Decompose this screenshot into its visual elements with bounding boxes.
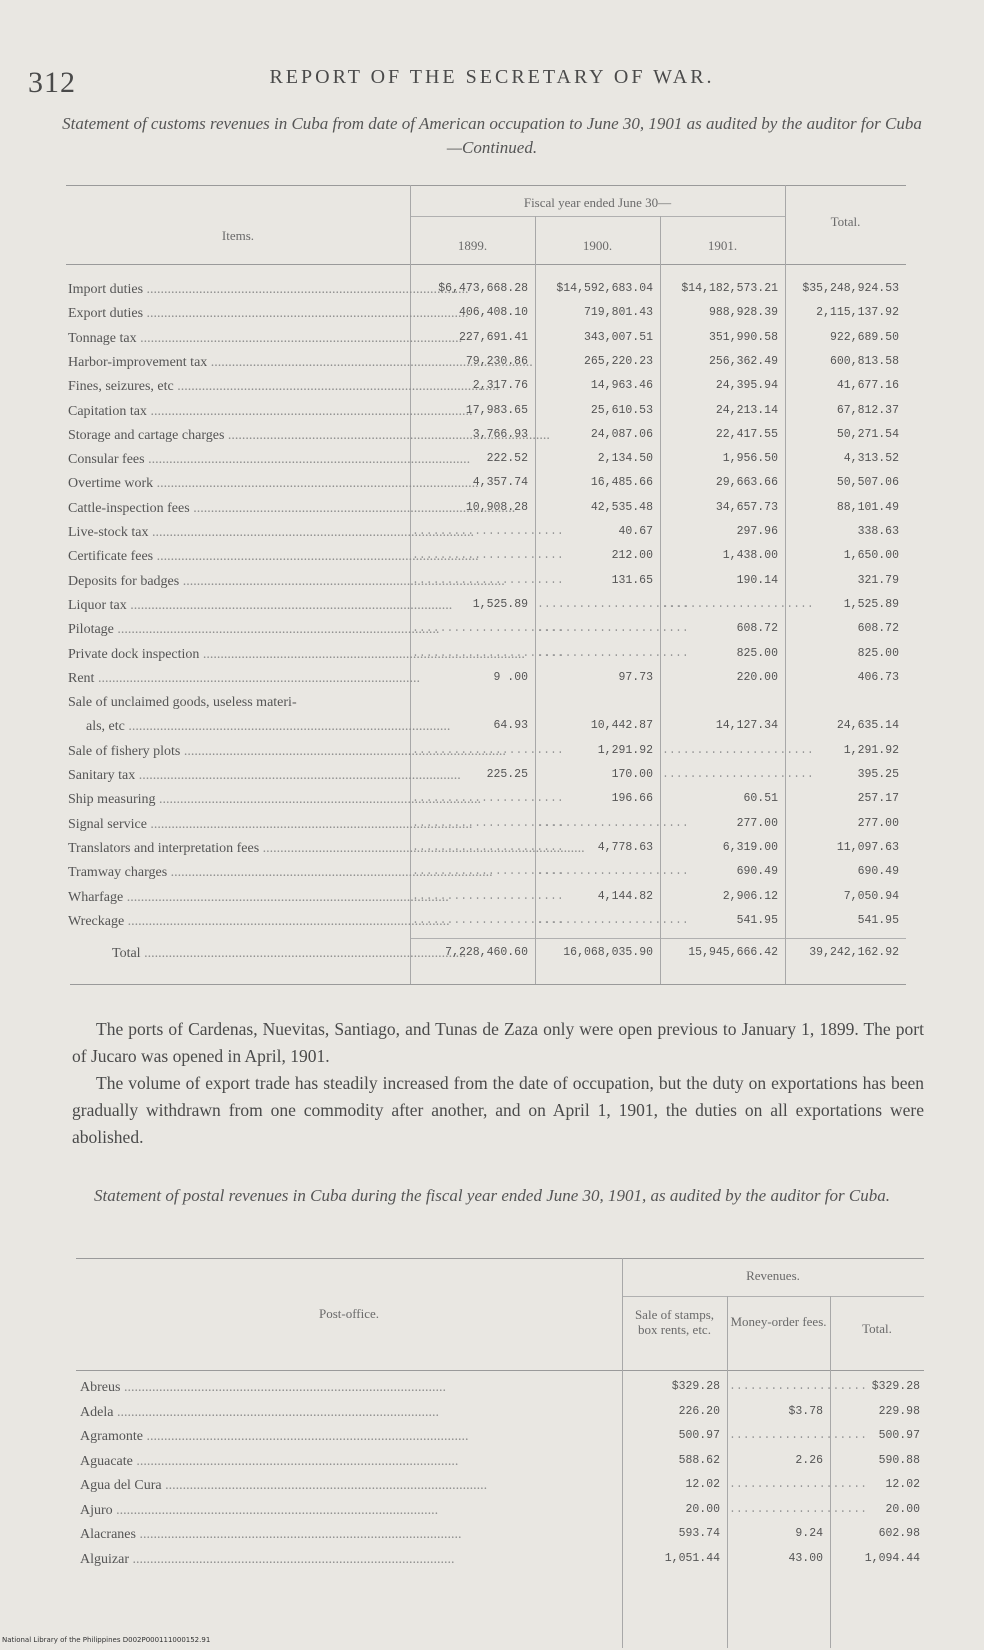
value-stamps: 226.20 <box>678 1404 720 1418</box>
item-label: Deposits for badges ..... <box>68 574 406 590</box>
value-y1899: 225.25 <box>486 768 528 781</box>
value-y1901: 1,956.50 <box>722 452 778 466</box>
value-y1901: 351,990.58 <box>708 330 778 344</box>
item-label: Tonnage tax ..... <box>68 331 406 347</box>
post-office-label: Alguizar ..... <box>80 1552 616 1568</box>
value-y1901: 24,395.94 <box>715 379 778 393</box>
total-row <box>0 946 984 970</box>
table-row <box>0 719 984 743</box>
page-number: 312 <box>28 66 76 99</box>
table-row <box>0 647 984 671</box>
table-row <box>0 744 984 768</box>
item-label: Capitation tax ..... <box>68 404 406 420</box>
value-y1899: $6,473,668.28 <box>438 282 528 295</box>
empty-cell-leader: ...................... <box>537 622 689 636</box>
value-y1900: 4,778.63 <box>597 840 653 854</box>
value-total: 600,813.58 <box>829 354 899 368</box>
postal-col-postoffice: Post-office. <box>318 1306 380 1321</box>
value-total: 406.73 <box>857 670 899 684</box>
value-total: 608.72 <box>857 622 899 636</box>
value-total: 500.97 <box>878 1429 920 1442</box>
item-label: Sale of fishery plots ..... <box>68 744 406 760</box>
postal-table-caption: Statement of postal revenues in Cuba during the fiscal year ended June 30, 1901, as audited by the auditor for Cuba. <box>94 1186 890 1205</box>
value-y1900: 16,485.66 <box>590 476 653 490</box>
total-total: 39,242,162.92 <box>809 946 899 959</box>
value-y1901: 34,657.73 <box>715 500 778 514</box>
empty-cell-leader: ...................... <box>537 597 689 611</box>
post-office-label: Aguacate ..... <box>80 1454 616 1470</box>
value-total: 395.25 <box>857 768 899 781</box>
table-row <box>0 355 984 379</box>
value-total: 50,271.54 <box>836 427 899 441</box>
value-y1901: 6,319.00 <box>722 840 778 854</box>
running-title: REPORT OF THE SECRETARY OF WAR. <box>269 66 715 88</box>
postal-col-total: Total. <box>862 1321 892 1336</box>
value-y1899: 227,691.41 <box>458 330 528 344</box>
table-row <box>0 1454 984 1478</box>
value-total: 590.88 <box>878 1453 920 1467</box>
item-label: Live-stock tax ..... <box>68 525 406 541</box>
value-total: 1,650.00 <box>843 549 899 563</box>
value-y1900: 42,535.48 <box>590 500 653 514</box>
total-y1900: 16,068,035.90 <box>563 946 653 959</box>
table-row <box>0 379 984 403</box>
value-y1899: 17,983.65 <box>465 403 528 417</box>
value-y1901: 22,417.55 <box>715 427 778 441</box>
value-total: 541.95 <box>857 913 899 927</box>
empty-cell-leader: ...................... <box>412 573 564 587</box>
customs-col-1901: 1901. <box>707 238 738 253</box>
value-total: 338.63 <box>857 525 899 538</box>
value-y1901: 825.00 <box>736 646 778 660</box>
value-y1900: 14,963.46 <box>590 379 653 393</box>
empty-cell-leader: ...................... <box>662 768 814 781</box>
item-label: Certificate fees ..... <box>68 549 406 565</box>
value-total: 825.00 <box>857 646 899 660</box>
value-y1899: 10,908.28 <box>465 500 528 514</box>
value-total: 1,291.92 <box>843 743 899 757</box>
item-label: Tramway charges ..... <box>68 865 406 881</box>
value-y1901: 14,127.34 <box>715 719 778 733</box>
post-office-label: Ajuro ..... <box>80 1503 616 1519</box>
value-total: 7,050.94 <box>843 889 899 903</box>
value-y1901: 190.14 <box>736 573 778 587</box>
customs-table-bottom-rule <box>70 984 906 985</box>
item-label: als, etc ..... <box>86 719 406 735</box>
value-y1899: 64.93 <box>493 719 528 733</box>
value-y1901: 690.49 <box>736 865 778 879</box>
value-y1900: 1,291.92 <box>597 743 653 757</box>
item-label: Sale of unclaimed goods, useless materi- <box>68 695 297 711</box>
table-row <box>0 1429 984 1453</box>
scan-footer: National Library of the Philippines D002P000111000152.91 <box>2 1636 211 1644</box>
value-y1900: 719,801.43 <box>583 306 653 320</box>
value-y1901: 24,213.14 <box>715 403 778 417</box>
item-label: Wharfage ..... <box>68 890 406 906</box>
item-label: Translators and interpretation fees ..... <box>68 841 406 857</box>
value-y1901: $14,182,573.21 <box>681 282 778 295</box>
value-total: 67,812.37 <box>836 403 899 417</box>
value-y1899: 406,408.10 <box>458 306 528 320</box>
empty-cell-leader: .................... <box>729 1502 868 1516</box>
value-y1901: 297.96 <box>736 525 778 538</box>
table-row <box>0 1380 984 1404</box>
value-total: 12.02 <box>885 1478 920 1491</box>
table-row <box>0 501 984 525</box>
value-total: 41,677.16 <box>836 379 899 393</box>
value-y1900: 40.67 <box>618 525 653 538</box>
value-total: 2,115,137.92 <box>816 306 899 320</box>
table-row <box>0 598 984 622</box>
value-y1900: 10,442.87 <box>590 719 653 733</box>
postal-table-top-rule <box>76 1258 924 1259</box>
table-row <box>0 331 984 355</box>
value-y1901: 988,928.39 <box>708 306 778 320</box>
value-y1900: 24,087.06 <box>590 427 653 441</box>
table-row <box>0 574 984 598</box>
empty-cell-leader: ...................... <box>412 913 564 927</box>
item-label: Consular fees ..... <box>68 452 406 468</box>
item-label: Sanitary tax ..... <box>68 768 406 784</box>
item-label: Private dock inspection ..... <box>68 647 406 663</box>
empty-cell-leader: ...................... <box>412 816 564 830</box>
table-row <box>0 1527 984 1551</box>
item-label: Cattle-inspection fees ..... <box>68 501 406 517</box>
value-stamps: 12.02 <box>685 1478 720 1491</box>
empty-cell-leader: ...................... <box>412 792 564 806</box>
value-total: 24,635.14 <box>836 719 899 733</box>
postal-col-revenues: Revenues. <box>746 1268 800 1283</box>
item-label: Harbor-improvement tax ..... <box>68 355 406 371</box>
value-y1899: 3,766.93 <box>472 427 528 441</box>
value-y1900: 196.66 <box>611 792 653 806</box>
value-total: $329.28 <box>871 1380 920 1393</box>
value-stamps: 20.00 <box>685 1502 720 1516</box>
postal-header-bottom-rule <box>76 1370 924 1371</box>
value-total: 321.79 <box>857 573 899 587</box>
item-label: Pilotage ..... <box>68 622 406 638</box>
table-row <box>0 817 984 841</box>
item-label: Overtime work ..... <box>68 476 406 492</box>
post-office-label: Agramonte ..... <box>80 1429 616 1445</box>
value-y1901: 608.72 <box>736 622 778 636</box>
table-row <box>0 282 984 306</box>
total-y1901: 15,945,666.42 <box>688 946 778 959</box>
empty-cell-leader: ...................... <box>412 646 564 660</box>
empty-cell-leader: .................... <box>729 1478 868 1491</box>
empty-cell-leader: ...................... <box>412 840 564 854</box>
table-row <box>0 792 984 816</box>
empty-cell-leader: ...................... <box>412 525 564 538</box>
postal-revenues-rule <box>622 1296 924 1297</box>
body-text <box>72 1016 924 1151</box>
value-total: 1,525.89 <box>843 597 899 611</box>
table-row <box>0 914 984 938</box>
table-row <box>0 865 984 889</box>
value-y1900: 265,220.23 <box>583 354 653 368</box>
value-y1899: 222.52 <box>486 452 528 466</box>
value-y1901: 277.00 <box>736 816 778 830</box>
paragraph-ports: The ports of Cardenas, Nuevitas, Santiago, and Tunas de Zaza only were open previous to January 1, 1899. The port of Jucaro was opened in April, 1901. <box>72 1019 924 1066</box>
postal-col-money-order: Money-order fees. <box>730 1314 827 1329</box>
empty-cell-leader: ...................... <box>537 865 689 879</box>
total-y1899: 7,228,460.60 <box>445 946 528 959</box>
table-row <box>0 549 984 573</box>
value-y1901: 60.51 <box>743 792 778 806</box>
paragraph-export-trade: The volume of export trade has steadily increased from the date of occupation, but the duty on exportations has been gradually withdrawn from one commodity after another, and on April 1, 1901, the duties on all exportations were abolished. <box>72 1073 924 1147</box>
value-stamps: 593.74 <box>678 1527 720 1540</box>
item-label: Export duties ..... <box>68 306 406 322</box>
table-row <box>0 452 984 476</box>
post-office-label: Adela ..... <box>80 1405 616 1421</box>
table-row <box>0 768 984 792</box>
value-y1901: 1,438.00 <box>722 549 778 563</box>
value-total: 229.98 <box>878 1404 920 1418</box>
table-row <box>0 841 984 865</box>
item-label: Wreckage ..... <box>68 914 406 930</box>
value-y1899: 79,230.86 <box>465 354 528 368</box>
value-y1901: 2,906.12 <box>722 889 778 903</box>
value-money: 2.26 <box>795 1453 823 1467</box>
total-label: Total ..... <box>112 946 406 962</box>
table-row <box>0 1552 984 1576</box>
value-y1900: $14,592,683.04 <box>556 282 653 295</box>
empty-cell-leader: ...................... <box>412 549 564 563</box>
value-stamps: 1,051.44 <box>664 1551 720 1565</box>
customs-table-top-rule <box>66 185 906 186</box>
value-total: 4,313.52 <box>843 452 899 466</box>
value-y1901: 29,663.66 <box>715 476 778 490</box>
value-y1900: 343,007.51 <box>583 330 653 344</box>
value-y1899: 9 .00 <box>493 670 528 684</box>
customs-col-1899: 1899. <box>457 238 488 253</box>
value-total: 277.00 <box>857 816 899 830</box>
item-label: Liquor tax ..... <box>68 598 406 614</box>
value-total: 1,094.44 <box>864 1551 920 1565</box>
empty-cell-leader: ...................... <box>412 743 564 757</box>
table-row <box>0 695 984 719</box>
customs-col-total: Total. <box>830 214 861 229</box>
value-total: 50,507.06 <box>836 476 899 490</box>
value-stamps: 500.97 <box>678 1429 720 1442</box>
value-y1901: 256,362.49 <box>708 354 778 368</box>
customs-header-bottom-rule <box>66 264 906 265</box>
empty-cell-leader: ...................... <box>412 889 564 903</box>
value-stamps: $329.28 <box>671 1380 720 1393</box>
value-y1899: 2,317.76 <box>472 379 528 393</box>
table-row <box>0 404 984 428</box>
customs-col-items: Items. <box>221 228 255 243</box>
customs-col-1900: 1900. <box>582 238 613 253</box>
value-money: 9.24 <box>795 1527 823 1540</box>
table-row <box>0 1503 984 1527</box>
value-money: 43.00 <box>788 1551 823 1565</box>
empty-cell-leader: .................... <box>729 1380 868 1393</box>
customs-total-rule <box>410 938 906 939</box>
empty-cell-leader: ...................... <box>537 816 689 830</box>
item-label: Storage and cartage charges ..... <box>68 428 406 444</box>
value-total: 88,101.49 <box>836 500 899 514</box>
empty-cell-leader: ...................... <box>412 622 564 636</box>
value-y1900: 2,134.50 <box>597 452 653 466</box>
value-y1900: 170.00 <box>611 768 653 781</box>
value-y1900: 25,610.53 <box>590 403 653 417</box>
table-row <box>0 306 984 330</box>
value-y1901: 541.95 <box>736 913 778 927</box>
table-row <box>0 525 984 549</box>
value-total: $35,248,924.53 <box>802 282 899 295</box>
value-y1900: 4,144.82 <box>597 889 653 903</box>
item-label: Import duties ..... <box>68 282 406 298</box>
empty-cell-leader: ...................... <box>662 597 814 611</box>
empty-cell-leader: ...................... <box>537 646 689 660</box>
value-y1899: 4,357.74 <box>472 476 528 490</box>
value-total: 690.49 <box>857 865 899 879</box>
value-total: 20.00 <box>885 1502 920 1516</box>
table-row <box>0 671 984 695</box>
post-office-label: Alacranes ..... <box>80 1527 616 1543</box>
item-label: Fines, seizures, etc ..... <box>68 379 406 395</box>
post-office-label: Agua del Cura ..... <box>80 1478 616 1494</box>
table-row <box>0 1405 984 1429</box>
empty-cell-leader: ...................... <box>662 743 814 757</box>
item-label: Ship measuring ..... <box>68 792 406 808</box>
value-total: 257.17 <box>857 792 899 806</box>
value-y1899: 1,525.89 <box>472 597 528 611</box>
table-row <box>0 428 984 452</box>
table-row <box>0 890 984 914</box>
value-y1900: 131.65 <box>611 573 653 587</box>
table-row <box>0 622 984 646</box>
value-total: 602.98 <box>878 1527 920 1540</box>
postal-col-stamps: Sale of stamps, box rents, etc. <box>634 1307 715 1337</box>
customs-table-caption: Statement of customs revenues in Cuba from date of American occupation to June 30, 1901 as audited by the auditor for Cuba—Continued. <box>62 114 922 157</box>
value-y1900: 97.73 <box>618 670 653 684</box>
value-y1900: 212.00 <box>611 549 653 563</box>
value-y1901: 220.00 <box>736 670 778 684</box>
empty-cell-leader: ...................... <box>537 913 689 927</box>
value-total: 11,097.63 <box>836 840 899 854</box>
item-label: Signal service ..... <box>68 817 406 833</box>
value-stamps: 588.62 <box>678 1453 720 1467</box>
table-row <box>0 1478 984 1502</box>
table-row <box>0 476 984 500</box>
value-total: 922,689.50 <box>829 330 899 344</box>
value-money: $3.78 <box>788 1404 823 1418</box>
post-office-label: Abreus ..... <box>80 1380 616 1396</box>
item-label: Rent ..... <box>68 671 406 687</box>
customs-fiscal-group-rule <box>410 216 785 217</box>
empty-cell-leader: .................... <box>729 1429 868 1442</box>
empty-cell-leader: ...................... <box>412 865 564 879</box>
customs-col-fiscal-group: Fiscal year ended June 30— <box>523 195 672 210</box>
